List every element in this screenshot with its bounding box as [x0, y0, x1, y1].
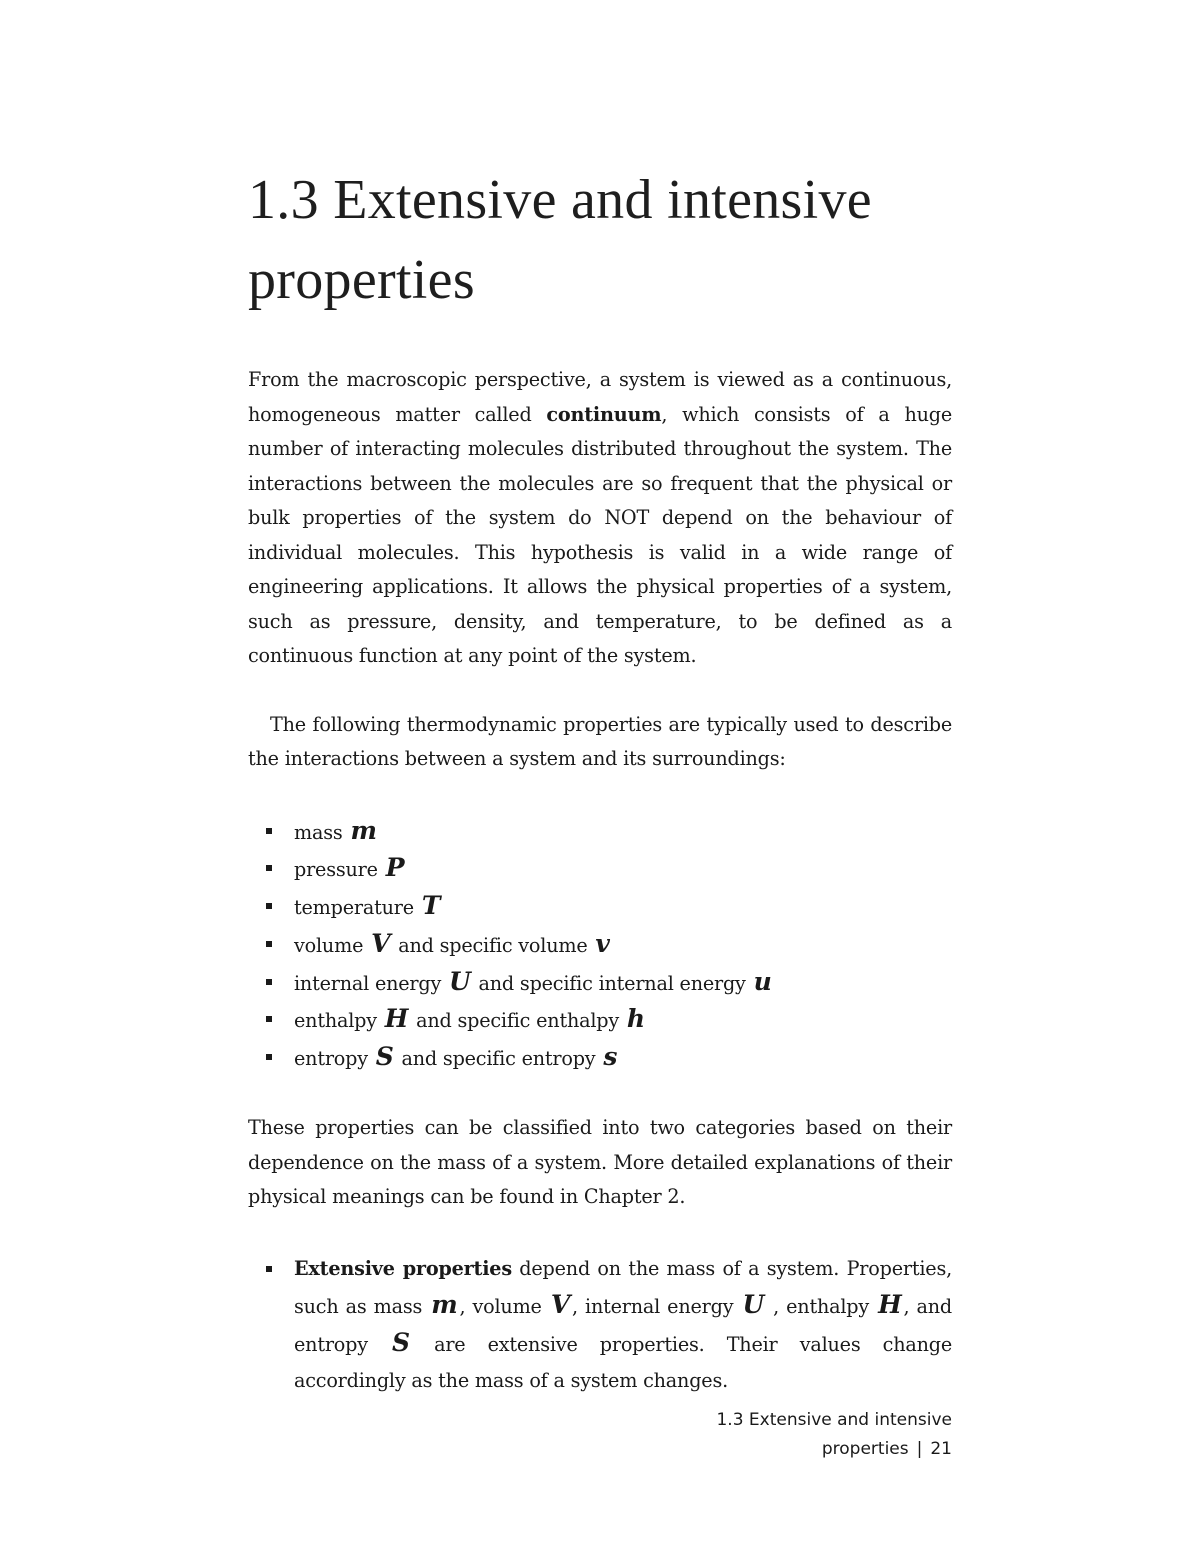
- classification-paragraph: These properties can be classified into two categories based on their dependence on the mass of a system. More detailed explanations of their physical meanings can be found in Chapter 2.: [248, 1116, 952, 1209]
- list-item: [248, 1001, 952, 1039]
- mass-symbol: m: [431, 1289, 458, 1319]
- specific-property-name: and specific volume: [392, 933, 594, 957]
- bullet-icon: [266, 1266, 272, 1272]
- extensive-properties-item: [248, 1251, 952, 1399]
- list-item: [248, 964, 952, 1002]
- extensive-text: depend on the mass of a system. Properties, such as mass: [294, 1256, 952, 1318]
- extensive-text: are extensive properties. Their values change accordingly as the mass of a system changes.: [294, 1332, 952, 1392]
- property-name: temperature: [294, 896, 420, 920]
- intro-text-start: From the macroscopic perspective, a system is viewed as a continuous, homogeneous matter called: [248, 368, 952, 426]
- specific-property-symbol: h: [626, 1004, 645, 1034]
- page-content: [248, 160, 952, 1399]
- footer-separator: |: [916, 1439, 923, 1459]
- property-symbol: H: [384, 1004, 409, 1034]
- extensive-properties-term: Extensive properties: [294, 1256, 512, 1280]
- footer-section-title-cont: properties: [821, 1439, 909, 1459]
- specific-property-symbol: s: [603, 1042, 618, 1072]
- internal-energy-symbol: U: [742, 1289, 765, 1319]
- intro-paragraph: [248, 363, 952, 674]
- bullet-icon: [266, 828, 272, 834]
- property-name: pressure: [294, 858, 384, 882]
- extensive-text: , and entropy: [294, 1294, 953, 1356]
- extensive-text: , volume: [459, 1294, 549, 1318]
- specific-property-name: and specific entropy: [395, 1047, 602, 1071]
- category-list: [248, 1251, 952, 1399]
- enthalpy-symbol: H: [878, 1289, 902, 1319]
- specific-property-name: and specific enthalpy: [410, 1009, 625, 1033]
- bullet-icon: [266, 865, 272, 871]
- specific-property-name: and specific internal energy: [472, 971, 752, 995]
- property-name: entropy: [294, 1047, 374, 1071]
- property-symbol: P: [385, 853, 405, 883]
- property-name: enthalpy: [294, 1009, 383, 1033]
- list-item: [248, 850, 952, 888]
- properties-intro-paragraph: The following thermodynamic properties are typically used to describe the interactions between a system and its surroundings:: [248, 712, 952, 770]
- property-symbol: V: [371, 928, 391, 958]
- entropy-symbol: S: [392, 1327, 410, 1357]
- specific-property-symbol: u: [753, 966, 772, 996]
- footer-section-title: 1.3 Extensive and intensive: [716, 1410, 952, 1430]
- bullet-icon: [266, 941, 272, 947]
- property-symbol: m: [350, 815, 377, 845]
- list-item: [248, 926, 952, 964]
- property-symbol: U: [449, 966, 471, 996]
- page-title: 1.3 Extensive and intensive properties: [248, 169, 872, 311]
- footer-line-2: [716, 1435, 952, 1464]
- bullet-icon: [266, 979, 272, 985]
- bullet-icon: [266, 1016, 272, 1022]
- continuum-term: continuum: [546, 402, 662, 426]
- property-symbol: T: [421, 891, 441, 921]
- extensive-text: , enthalpy: [766, 1294, 877, 1318]
- page-footer: [716, 1406, 952, 1464]
- property-name: internal energy: [294, 971, 448, 995]
- list-item: [248, 813, 952, 851]
- property-name: volume: [294, 933, 370, 957]
- page-number: 21: [930, 1439, 952, 1459]
- intro-text-end: , which consists of a huge number of interacting molecules distributed throughout the system. The interactions between the molecules are so frequent that the physical or bulk properties of the system do NOT depend on the behaviour of individual molecules. This hypothesis is valid in a wide range of engineering applications. It allows the physical properties of a system, such as pressure, density, and temperature, to be defined as a continuous function at any point of the system.: [248, 402, 953, 667]
- property-name: mass: [294, 820, 349, 844]
- list-item: [248, 888, 952, 926]
- bullet-icon: [266, 903, 272, 909]
- property-symbol: S: [375, 1042, 394, 1072]
- properties-list: [248, 813, 952, 1078]
- specific-property-symbol: v: [595, 928, 610, 958]
- bullet-icon: [266, 1054, 272, 1060]
- extensive-text: , internal energy: [572, 1294, 741, 1318]
- list-item: [248, 1039, 952, 1077]
- volume-symbol: V: [550, 1289, 571, 1319]
